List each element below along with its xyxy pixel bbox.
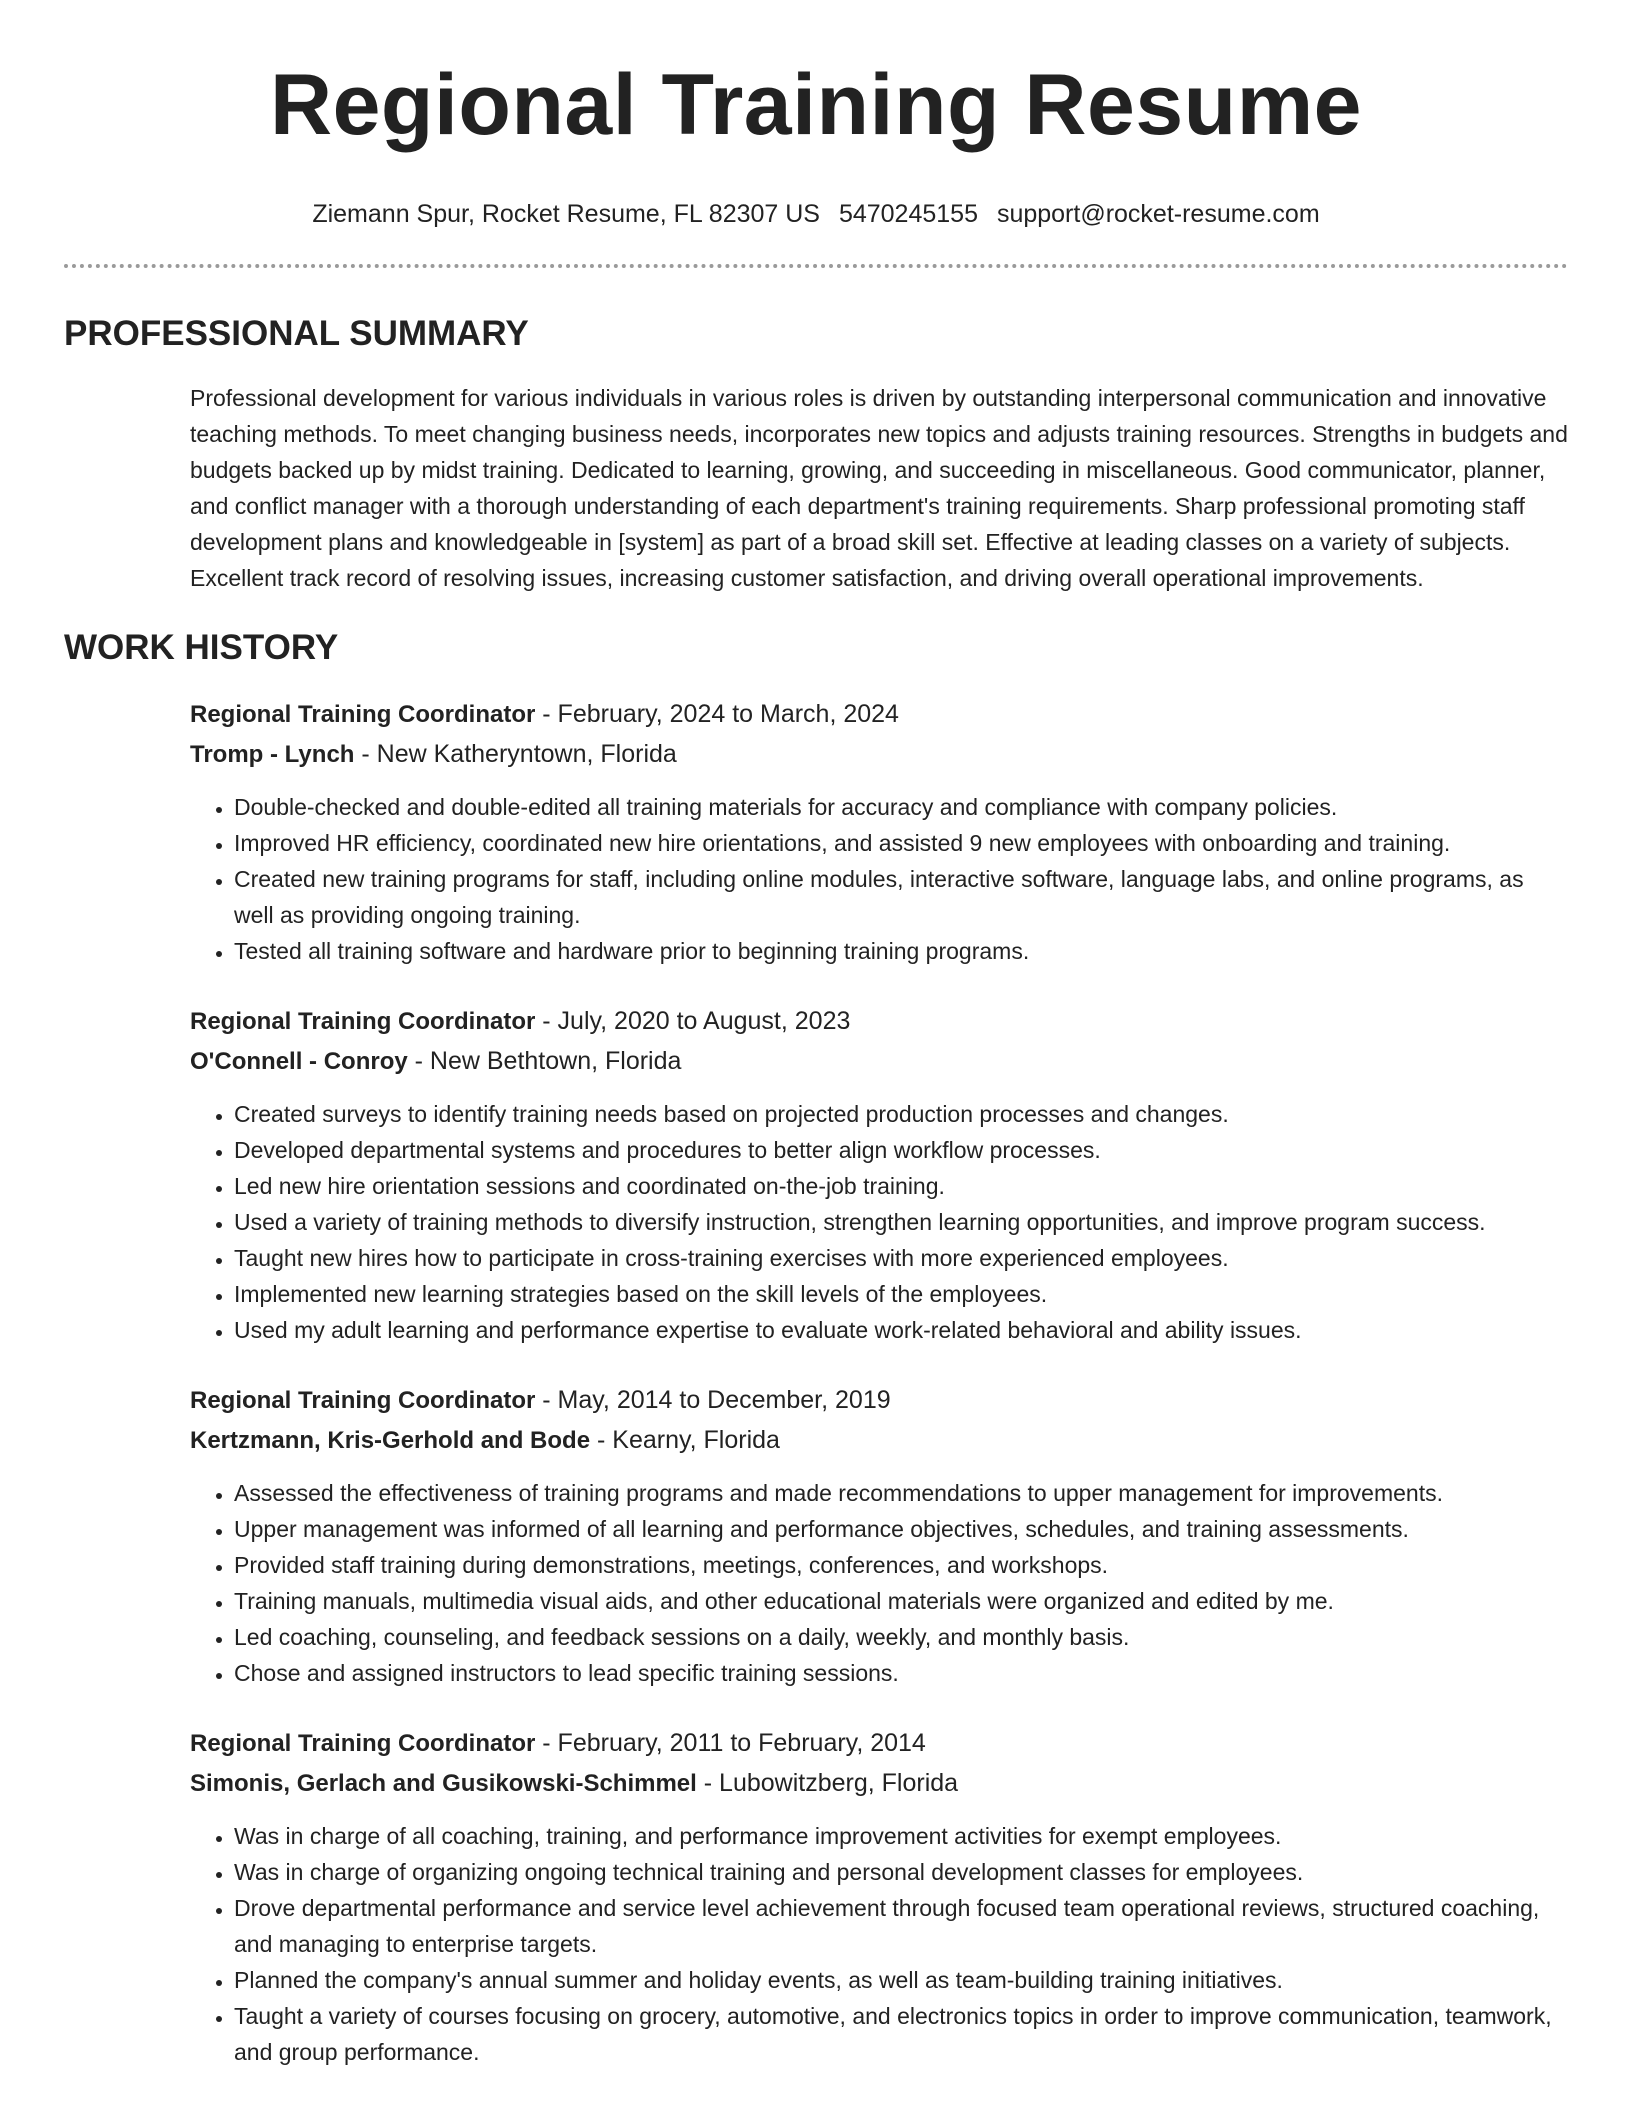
job-dates: - February, 2011 to February, 2014 <box>535 1729 926 1757</box>
job-bullet: • Led new hire orientation sessions and coordinated on-the-job training. <box>234 1168 1568 1204</box>
contact-line <box>64 198 1568 230</box>
job-company-line <box>190 1043 1568 1080</box>
resume-title: Regional Training Resume <box>270 57 1362 153</box>
job-bullet: • Upper management was informed of all learning and performance objectives, schedules, and training assessments. <box>234 1511 1568 1547</box>
job-bullet: • Created new training programs for staff, including online modules, interactive software, language labs, and online programs, as well as providing ongoing training. <box>234 861 1568 933</box>
job-bullet: • Improved HR efficiency, coordinated new hire orientations, and assisted 9 new employees with onboarding and training. <box>234 825 1568 861</box>
job-title-line <box>190 696 1568 733</box>
contact-email[interactable]: support@rocket-resume.com <box>996 200 1320 228</box>
job-bullet: • Implemented new learning strategies based on the skill levels of the employees. <box>234 1276 1568 1312</box>
job-bullet: • Developed departmental systems and procedures to better align workflow processes. <box>234 1132 1568 1168</box>
job-bullet: • Assessed the effectiveness of training programs and made recommendations to upper management for improvements. <box>234 1475 1568 1511</box>
job-bullet: • Taught new hires how to participate in cross-training exercises with more experienced employees. <box>234 1240 1568 1276</box>
job-location: - Kearny, Florida <box>590 1426 780 1454</box>
job-entry <box>190 1725 1568 2070</box>
job-role: Regional Training Coordinator <box>190 1387 536 1414</box>
job-title-line <box>190 1003 1568 1040</box>
job-entry <box>190 1382 1568 1691</box>
job-role: Regional Training Coordinator <box>190 701 536 728</box>
work-history-heading: WORK HISTORY <box>64 628 339 667</box>
job-company-line <box>190 1765 1568 1802</box>
job-company-line <box>190 736 1568 773</box>
summary-heading: PROFESSIONAL SUMMARY <box>64 314 529 353</box>
professional-summary-section <box>64 312 1568 596</box>
job-bullet: • Was in charge of all coaching, training, and performance improvement activities for exempt employees. <box>234 1818 1568 1854</box>
job-bullets <box>190 1475 1568 1691</box>
contact-phone: 5470245155 <box>838 200 978 228</box>
job-bullets <box>190 1818 1568 2070</box>
job-bullet: • Tested all training software and hardware prior to beginning training programs. <box>234 933 1568 969</box>
job-role: Regional Training Coordinator <box>190 1008 536 1035</box>
job-entry <box>190 696 1568 969</box>
job-bullet: • Chose and assigned instructors to lead specific training sessions. <box>234 1655 1568 1691</box>
job-role: Regional Training Coordinator <box>190 1730 536 1757</box>
work-history-section <box>64 626 1568 2070</box>
job-company-line <box>190 1422 1568 1459</box>
summary-text: Professional development for various individuals in various roles is driven by outstanding interpersonal communication and innovative teaching methods. To meet changing business needs, incorporates new topics and adjusts training resources. Strengths in budgets and budgets backed up by midst training. Dedicated to learning, growing, and succeeding in miscellaneous. Good communicator, planner, and conflict manager with a thorough understanding of each department's training requirements. Sharp professional promoting staff development plans and knowledgeable in [system] as part of a broad skill set. Effective at leading classes on a variety of subjects. Excellent track record of resolving issues, increasing customer satisfaction, and driving overall operational improvements. <box>190 385 1568 591</box>
contact-address: Ziemann Spur, Rocket Resume, FL 82307 US <box>312 200 820 228</box>
resume-header <box>64 0 1568 230</box>
job-company: O'Connell - Conroy <box>190 1048 408 1075</box>
job-bullet: • Drove departmental performance and service level achievement through focused team operational reviews, structured coaching, and managing to enterprise targets. <box>234 1890 1568 1962</box>
job-location: - Lubowitzberg, Florida <box>696 1769 959 1797</box>
job-bullet: • Was in charge of organizing ongoing technical training and personal development classes for employees. <box>234 1854 1568 1890</box>
job-company: Simonis, Gerlach and Gusikowski-Schimmel <box>190 1770 697 1797</box>
job-bullet: • Created surveys to identify training needs based on projected production processes and changes. <box>234 1096 1568 1132</box>
job-bullets <box>190 789 1568 969</box>
job-bullet: • Led coaching, counseling, and feedback sessions on a daily, weekly, and monthly basis. <box>234 1619 1568 1655</box>
job-bullet: • Taught a variety of courses focusing on grocery, automotive, and electronics topics in order to improve communication, teamwork, and group performance. <box>234 1998 1568 2070</box>
job-bullet: • Double-checked and double-edited all training materials for accuracy and compliance with company policies. <box>234 789 1568 825</box>
job-dates: - February, 2024 to March, 2024 <box>535 700 899 728</box>
job-dates: - July, 2020 to August, 2023 <box>535 1007 851 1035</box>
job-location: - New Bethtown, Florida <box>407 1047 682 1075</box>
job-dates: - May, 2014 to December, 2019 <box>535 1386 891 1414</box>
job-bullet: • Training manuals, multimedia visual aids, and other educational materials were organized and edited by me. <box>234 1583 1568 1619</box>
job-location: - New Katheryntown, Florida <box>354 740 677 768</box>
job-company: Kertzmann, Kris-Gerhold and Bode <box>190 1427 591 1454</box>
job-bullet: • Used my adult learning and performance expertise to evaluate work-related behavioral and ability issues. <box>234 1312 1568 1348</box>
job-title-line <box>190 1725 1568 1762</box>
job-bullets <box>190 1096 1568 1348</box>
job-entry <box>190 1003 1568 1348</box>
job-bullet: • Used a variety of training methods to diversify instruction, strengthen learning opportunities, and improve program success. <box>234 1204 1568 1240</box>
job-title-line <box>190 1382 1568 1419</box>
job-company: Tromp - Lynch <box>190 741 355 768</box>
header-divider <box>64 264 1568 268</box>
job-bullet: • Planned the company's annual summer and holiday events, as well as team-building training initiatives. <box>234 1962 1568 1998</box>
job-bullet: • Provided staff training during demonstrations, meetings, conferences, and workshops. <box>234 1547 1568 1583</box>
